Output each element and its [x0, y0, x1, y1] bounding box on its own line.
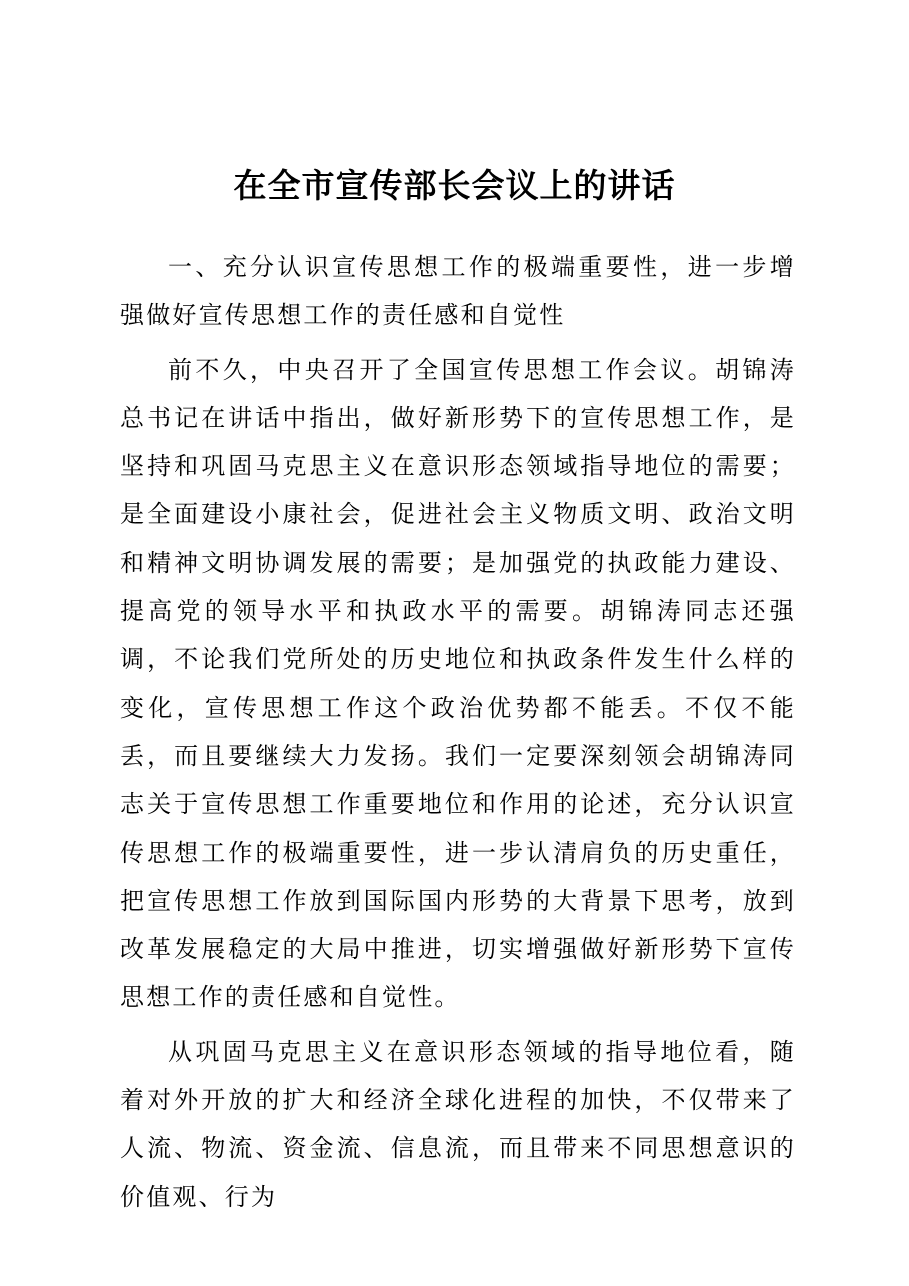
body-paragraph: 前不久，中央召开了全国宣传思想工作会议。胡锦涛总书记在讲话中指出，做好新形势下的宣传思想工作，是坚持和巩固马克思主义在意识形态领域指导地位的需要；是全面建设小康社会，促进社会主义物质文明、政治文明和精神文明协调发展的需要；是加强党的执政能力建设、提高党的领导水平和执政水平的需要。胡锦涛同志还强调，不论我们党所处的历史地位和执政条件发生什么样的变化，宣传思想工作这个政治优势都不能丢。不仅不能丢，而且要继续大力发扬。我们一定要深刻领会胡锦涛同志关于宣传思想工作重要地位和作用的论述，充分认识宣传思想工作的极端重要性，进一步认清肩负的历史重任，把宣传思想工作放到国际国内形势的大背景下思考，放到改革发展稳定的大局中推进，切实增强做好新形势下宣传思想工作的责任感和自觉性。: [120, 355, 796, 1012]
document-body: [120, 243, 796, 1221]
section-heading-paragraph: 一、充分认识宣传思想工作的极端重要性，进一步增强做好宣传思想工作的责任感和自觉性: [120, 253, 796, 330]
body-paragraph: 从巩固马克思主义在意识形态领域的指导地位看，随着对外开放的扩大和经济全球化进程的加快，不仅带来了人流、物流、资金流、信息流，而且带来不同思想意识的价值观、行为: [120, 1037, 796, 1211]
document-title: 在全市宣传部长会议上的讲话: [233, 166, 676, 205]
